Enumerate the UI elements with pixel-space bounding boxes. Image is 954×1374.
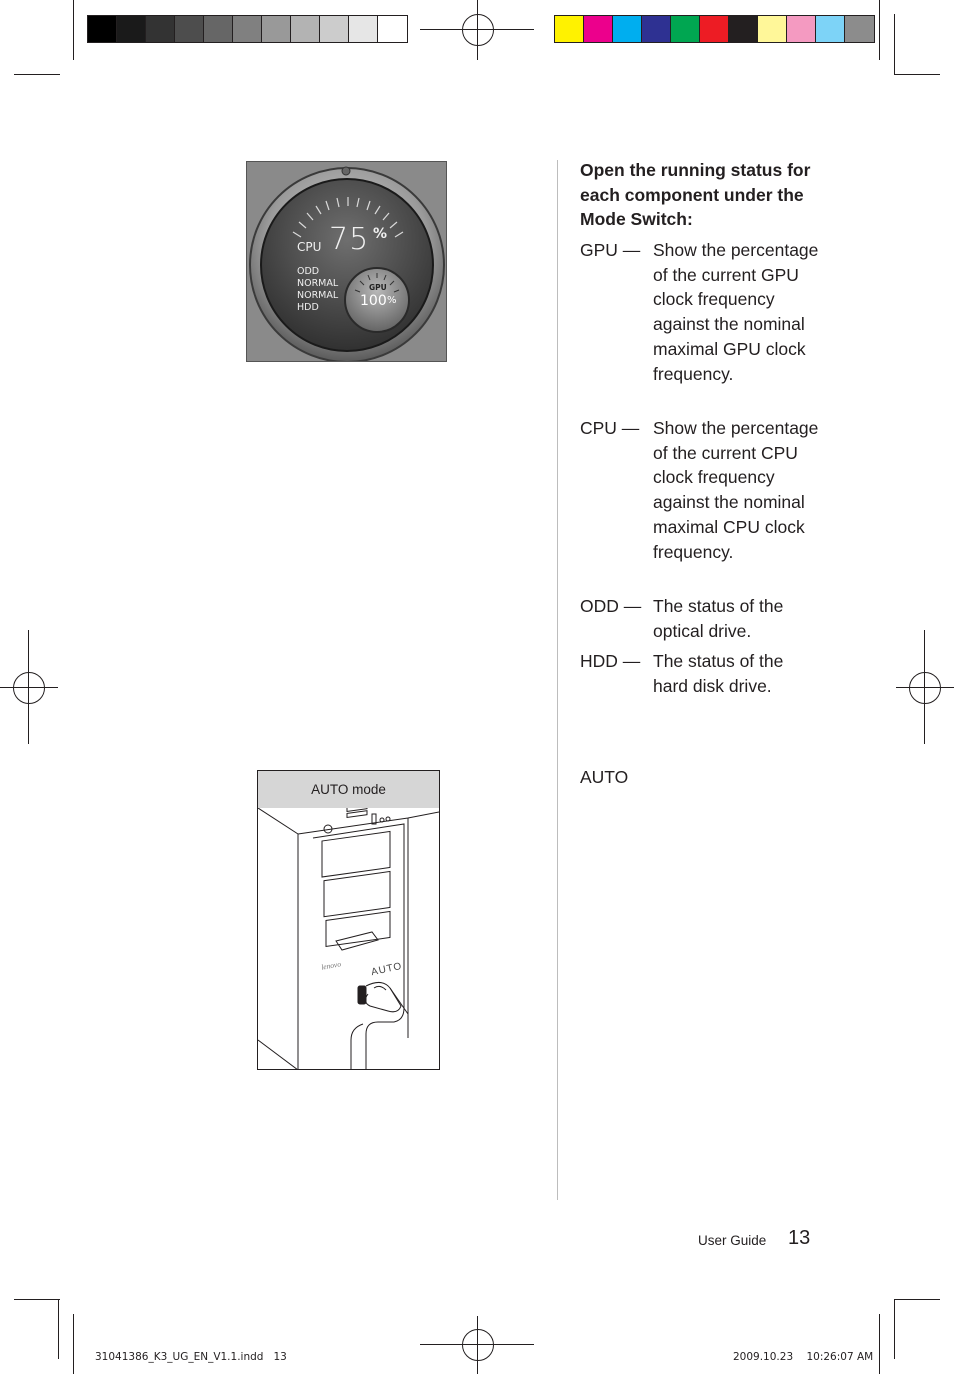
- column-divider: [557, 160, 558, 1200]
- auto-heading: AUTO: [580, 767, 629, 787]
- definition-term: ODD —: [580, 596, 642, 616]
- status-line: NORMAL: [297, 290, 339, 301]
- section-intro: Open the running status for each component under the Mode Switch:: [580, 160, 811, 229]
- cpu-gauge-unit: %: [373, 226, 388, 242]
- definition-term: GPU —: [580, 240, 641, 260]
- definition-gpu: [580, 238, 840, 410]
- pc-front-illustration: [258, 808, 439, 1070]
- auto-mode-figure: [257, 770, 440, 1070]
- cpu-gauge-value: 75: [329, 222, 370, 257]
- status-list: [297, 266, 338, 314]
- definition-description: The status of the optical drive.: [653, 596, 784, 641]
- status-line: HDD: [297, 302, 319, 313]
- slug-filename: 31041386_K3_UG_EN_V1.1.indd 13: [95, 1351, 287, 1363]
- status-gauge-figure: [246, 161, 447, 362]
- definition-description: Show the percentage of the current GPU clock frequency against the nominal maximal GPU clock frequency.: [653, 240, 819, 384]
- footer-label: User Guide: [698, 1233, 767, 1248]
- auto-mode-caption: AUTO mode: [258, 771, 439, 808]
- process-color-bar: [554, 15, 875, 43]
- status-line: NORMAL: [297, 278, 339, 289]
- definition-hdd: [580, 649, 840, 699]
- definition-cpu: [580, 416, 840, 588]
- grayscale-color-bar: [87, 15, 408, 43]
- brand-logo: lenovo: [320, 959, 342, 972]
- definition-description: Show the percentage of the current CPU clock frequency against the nominal maximal CPU clock frequency.: [653, 418, 819, 562]
- gpu-gauge-value: 100: [360, 293, 387, 309]
- definition-term: CPU —: [580, 418, 640, 438]
- gpu-gauge-label: GPU: [369, 283, 387, 292]
- definition-description: The status of the hard disk drive.: [653, 651, 784, 696]
- slug-timestamp: 2009.10.23 10:26:07 AM: [733, 1351, 874, 1363]
- definition-term: HDD —: [580, 651, 641, 671]
- gauge-graphic: [247, 162, 447, 362]
- definition-odd: [580, 594, 840, 644]
- status-line: ODD: [297, 266, 320, 277]
- page-number: 13: [788, 1227, 811, 1249]
- gpu-gauge-unit: %: [387, 295, 397, 306]
- cpu-gauge-label: CPU: [297, 240, 322, 254]
- auto-switch-label: AUTO: [370, 960, 404, 979]
